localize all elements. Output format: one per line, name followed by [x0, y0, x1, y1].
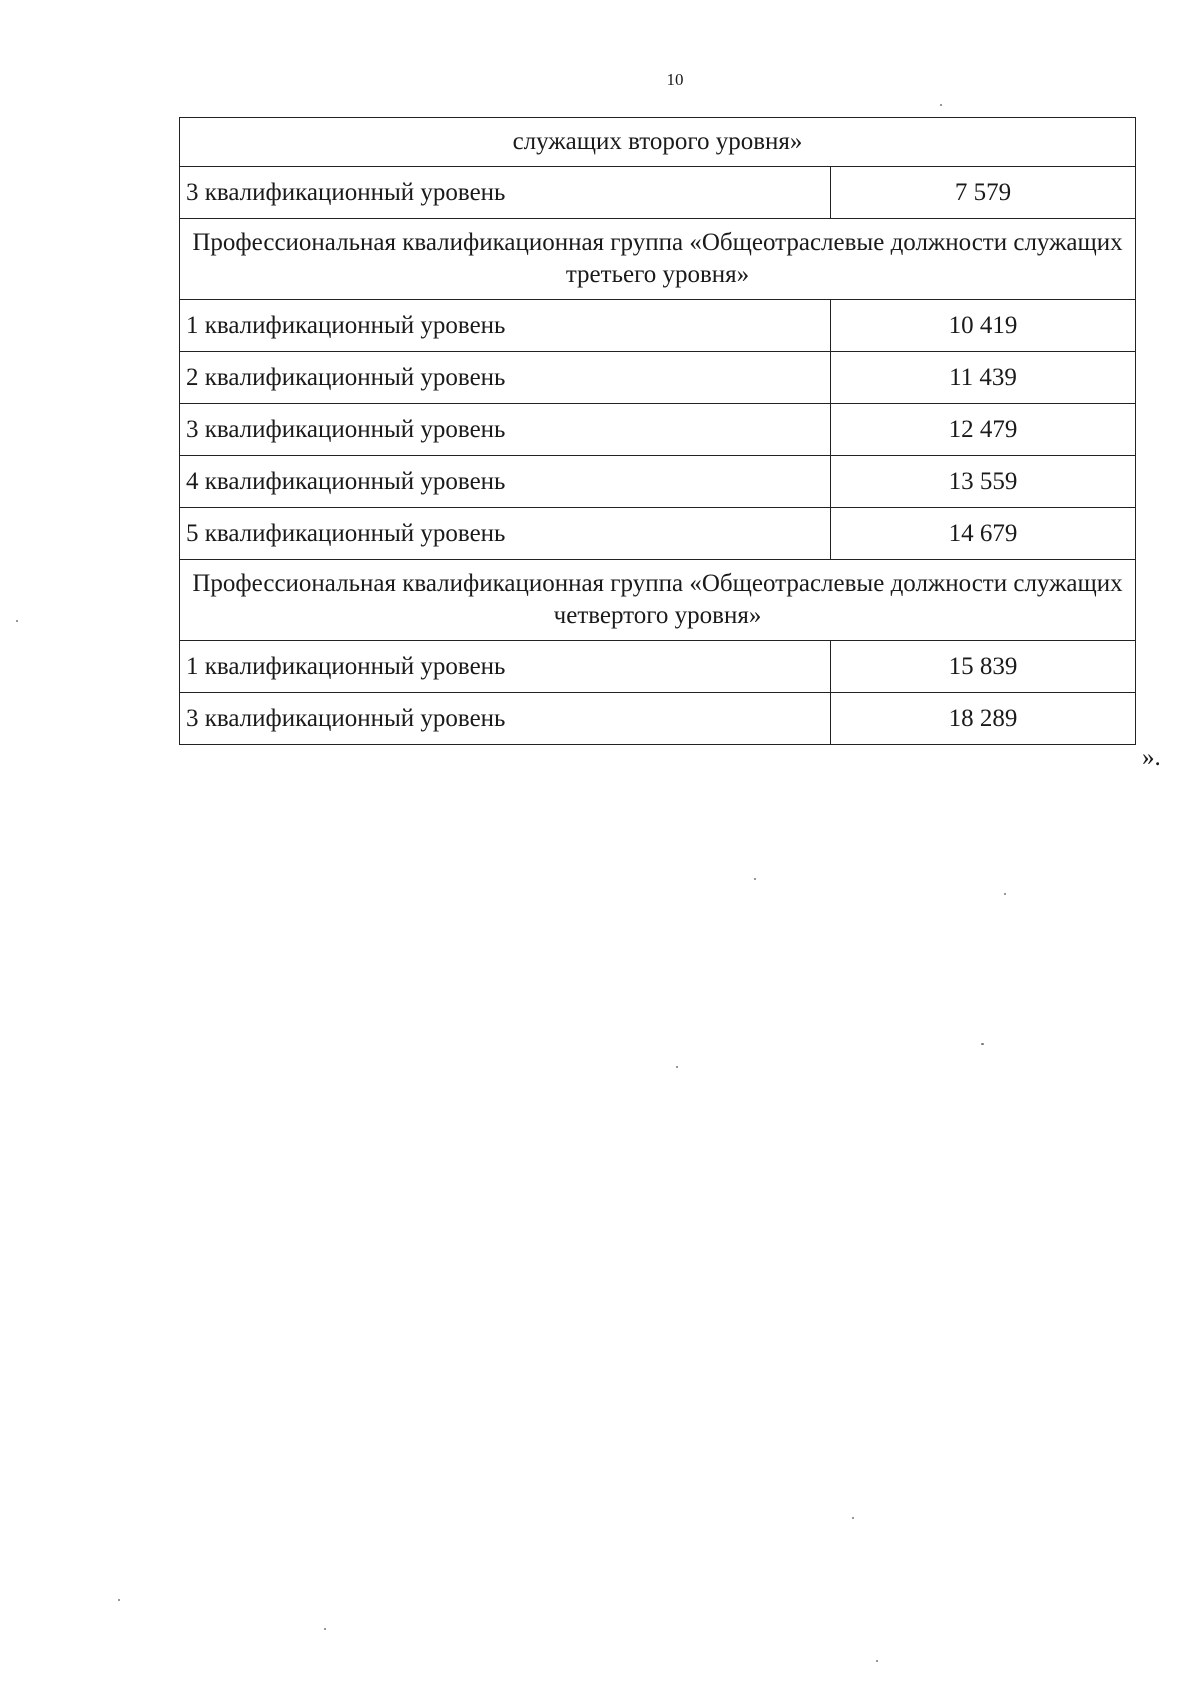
table-row-group-header: [180, 560, 1136, 641]
scan-speck: [676, 1066, 678, 1068]
value-cell: 10 419: [831, 300, 1136, 352]
table-row-group-header: [180, 219, 1136, 300]
value-cell: 15 839: [831, 641, 1136, 693]
table-row: [180, 456, 1136, 508]
level-cell: 4 квалификационный уровень: [180, 456, 831, 508]
value-cell: 12 479: [831, 404, 1136, 456]
group-header-cell: служащих второго уровня»: [180, 118, 1136, 167]
page-number: 10: [666, 70, 684, 89]
table-row: [180, 300, 1136, 352]
scan-speck: [324, 1628, 326, 1630]
level-cell: 2 квалификационный уровень: [180, 352, 831, 404]
level-cell: 5 квалификационный уровень: [180, 508, 831, 560]
scan-speck: [852, 1517, 854, 1519]
group-header-cell: Профессиональная квалификационная группа «Общеотраслевые должности служащих третьего уровня»: [180, 219, 1136, 300]
value-cell: 11 439: [831, 352, 1136, 404]
value-cell: 7 579: [831, 167, 1136, 219]
scan-speck: [754, 878, 756, 880]
table-row: [180, 508, 1136, 560]
table-row: [180, 693, 1136, 745]
value-cell: 13 559: [831, 456, 1136, 508]
scan-speck: [1004, 893, 1006, 895]
table-row: [180, 352, 1136, 404]
scan-speck: [940, 104, 942, 106]
value-cell: 14 679: [831, 508, 1136, 560]
level-cell: 3 квалификационный уровень: [180, 167, 831, 219]
scan-speck: [876, 1660, 878, 1662]
salary-table: [179, 117, 1136, 745]
level-cell: 1 квалификационный уровень: [180, 641, 831, 693]
level-cell: 3 квалификационный уровень: [180, 693, 831, 745]
group-header-cell: Профессиональная квалификационная группа «Общеотраслевые должности служащих четвертого уровня»: [180, 560, 1136, 641]
level-cell: 1 квалификационный уровень: [180, 300, 831, 352]
value-cell: 18 289: [831, 693, 1136, 745]
table-row: [180, 167, 1136, 219]
table-row: [180, 641, 1136, 693]
scan-speck: [16, 620, 18, 622]
table-row: [180, 404, 1136, 456]
scan-speck: [981, 1043, 984, 1045]
closing-quote-mark: ».: [1142, 744, 1161, 771]
table-row-group-header: [180, 118, 1136, 167]
scan-speck: [118, 1599, 120, 1601]
level-cell: 3 квалификационный уровень: [180, 404, 831, 456]
